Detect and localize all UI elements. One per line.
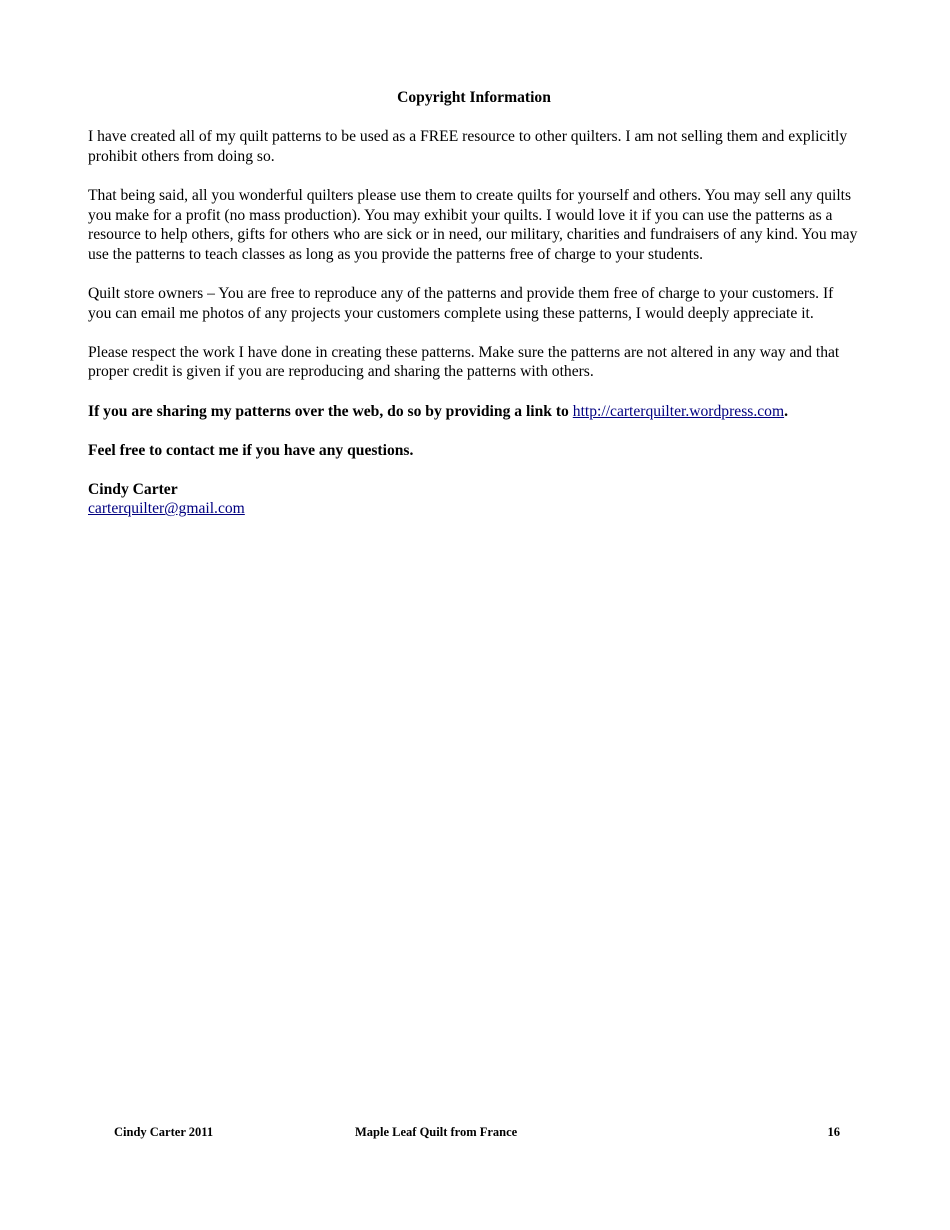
blog-link[interactable]: http://carterquilter.wordpress.com	[572, 402, 785, 420]
page-title: Copyright Information	[397, 89, 551, 106]
sharing-period: .	[784, 402, 788, 420]
footer-page-number: 16	[827, 1125, 840, 1139]
footer-author-year: Cindy Carter 2011	[114, 1125, 214, 1139]
author-email-link[interactable]: carterquilter@gmail.com	[88, 500, 245, 518]
page-footer	[0, 1125, 950, 1143]
footer-pattern-title: Maple Leaf Quilt from France	[355, 1125, 518, 1139]
contact-text: Feel free to contact me if you have any questions.	[88, 441, 414, 459]
paragraph-free-resource: I have created all of my quilt patterns to be used as a FREE resource to other quilters. I am not selling them and explicitly prohibit others from doing so.	[88, 128, 848, 165]
author-name: Cindy Carter	[88, 480, 178, 498]
author-email-line	[88, 499, 860, 519]
document-body	[88, 88, 860, 519]
paragraph-store-owners: Quilt store owners – You are free to reproduce any of the patterns and provide them free of charge to your customers. If you can email me photos of any projects your customers complete using these patterns, I would deeply appreciate it.	[88, 284, 834, 322]
paragraph-sharing	[88, 402, 860, 422]
sharing-text: If you are sharing my patterns over the web, do so by providing a link to	[88, 402, 573, 420]
paragraph-respect: Please respect the work I have done in creating these patterns. Make sure the patterns are not altered in any way and that proper credit is given if you are reproducing and sharing the patterns with others.	[88, 343, 840, 381]
paragraph-usage: That being said, all you wonderful quilters please use them to create quilts for yourself and others. You may sell any quilts you make for a profit (no mass production). You may exhibit your quilts. I would love it if you can use the patterns as a resource to help others, gifts for others who are sick or in need, our military, charities and fundraisers of any kind. You may use the patterns to teach classes as long as you provide the patterns free of charge to your students.	[88, 186, 858, 263]
